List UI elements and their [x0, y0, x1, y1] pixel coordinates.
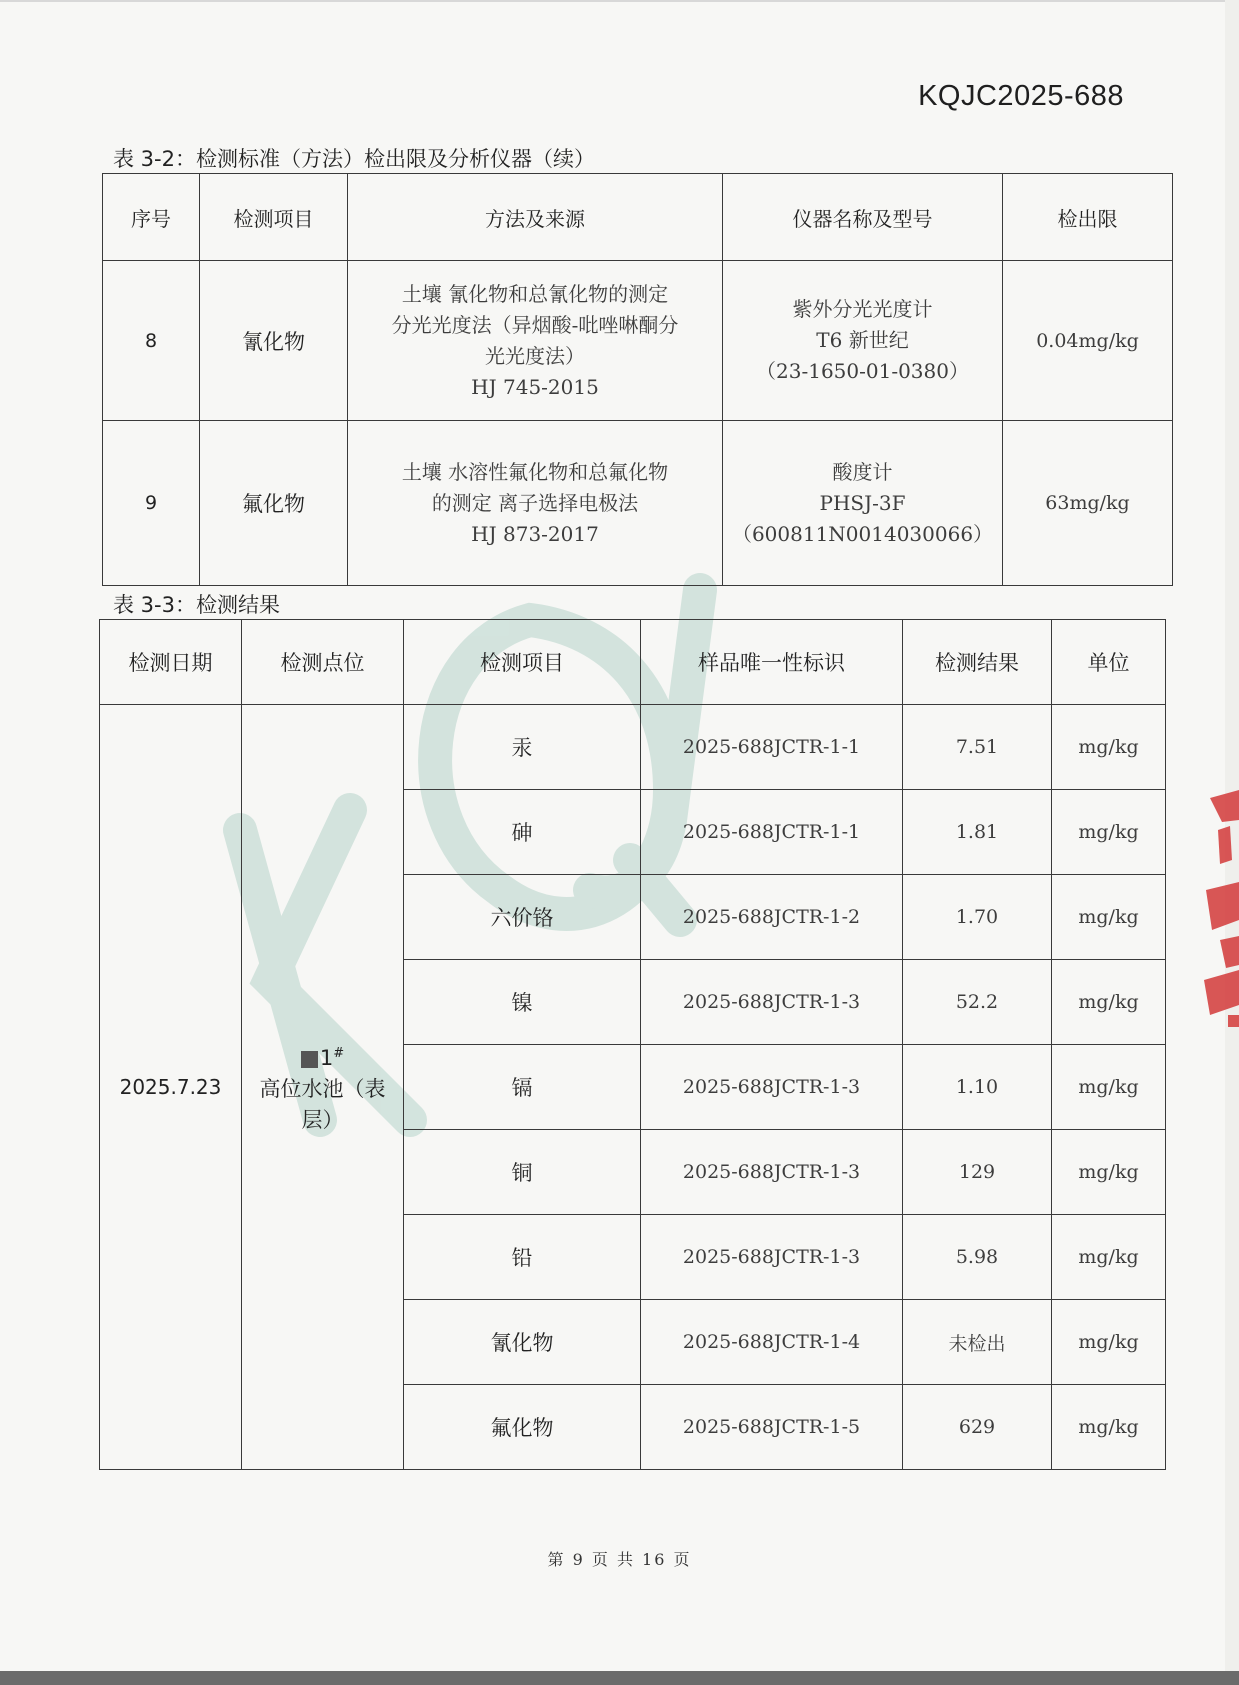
unit-cell: mg/kg: [1052, 790, 1166, 875]
header-date: 检测日期: [100, 620, 242, 705]
item-cell: 镍: [404, 960, 641, 1045]
method-line: 光光度法）: [485, 343, 585, 368]
sample-id-cell: 2025-688JCTR-1-5: [641, 1385, 903, 1470]
table-header-row: [100, 620, 1166, 705]
result-cell: 52.2: [903, 960, 1052, 1045]
item-cell: 砷: [404, 790, 641, 875]
report-code: KQJC2025-688: [918, 80, 1124, 112]
header-item: 检测项目: [404, 620, 641, 705]
method-cell: [348, 261, 723, 421]
item-cell: 汞: [404, 705, 641, 790]
method-line: HJ 873-2017: [471, 521, 599, 546]
limit-cell: 63mg/kg: [1003, 421, 1173, 586]
instrument-cell: [723, 261, 1003, 421]
unit-cell: mg/kg: [1052, 1300, 1166, 1385]
unit-cell: mg/kg: [1052, 1130, 1166, 1215]
item-cell: 镉: [404, 1045, 641, 1130]
table-header-row: [103, 174, 1173, 261]
sample-id-cell: 2025-688JCTR-1-3: [641, 960, 903, 1045]
header-unit: 单位: [1052, 620, 1166, 705]
result-cell: 1.10: [903, 1045, 1052, 1130]
site-number: 1: [319, 1046, 334, 1070]
instrument-line: 紫外分光光度计: [792, 297, 933, 321]
date-cell: 2025.7.23: [100, 705, 242, 1470]
unit-cell: mg/kg: [1052, 1385, 1166, 1470]
header-item: 检测项目: [200, 174, 348, 261]
item-cell: 六价铬: [404, 875, 641, 960]
item-cell: 氰化物: [404, 1300, 641, 1385]
instrument-line: （600811N0014030066）: [731, 521, 994, 546]
method-line: 土壤 水溶性氟化物和总氟化物: [401, 459, 669, 484]
method-line: 分光光度法（异烟酸-吡唑啉酮分: [391, 312, 679, 337]
header-limit: 检出限: [1003, 174, 1173, 261]
table-3-2: [102, 173, 1173, 586]
table-3-3: [99, 619, 1166, 1470]
item-cell: 氟化物: [200, 421, 348, 586]
item-cell: 氟化物: [404, 1385, 641, 1470]
result-cell: 629: [903, 1385, 1052, 1470]
method-line: 的测定 离子选择电极法: [431, 490, 639, 515]
seq-cell: 9: [103, 421, 200, 586]
table-row: [103, 261, 1173, 421]
item-cell: 铜: [404, 1130, 641, 1215]
instrument-line: 酸度计: [832, 459, 893, 484]
instrument-line: T6 新世纪: [816, 328, 909, 352]
site-code: [242, 1038, 403, 1074]
instrument-line: （23-1650-01-0380）: [756, 359, 969, 383]
sample-id-cell: 2025-688JCTR-1-2: [641, 875, 903, 960]
red-seal-fragment: [1200, 790, 1239, 1030]
limit-cell: 0.04mg/kg: [1003, 261, 1173, 421]
scan-bottom-edge: [0, 1671, 1239, 1685]
result-cell: 1.81: [903, 790, 1052, 875]
unit-cell: mg/kg: [1052, 875, 1166, 960]
header-instrument: 仪器名称及型号: [723, 174, 1003, 261]
table-row: [103, 421, 1173, 586]
sample-id-cell: 2025-688JCTR-1-4: [641, 1300, 903, 1385]
result-cell: 5.98: [903, 1215, 1052, 1300]
table-3-2-caption: 表 3-2：检测标准（方法）检出限及分析仪器（续）: [113, 147, 595, 171]
unit-cell: mg/kg: [1052, 960, 1166, 1045]
unit-cell: mg/kg: [1052, 1215, 1166, 1300]
page-number-footer: 第 9 页 共 16 页: [547, 1550, 692, 1569]
result-cell: 1.70: [903, 875, 1052, 960]
result-cell: 129: [903, 1130, 1052, 1215]
site-name-line: 高位水池（表: [259, 1077, 386, 1101]
item-cell: 氰化物: [200, 261, 348, 421]
result-cell: 7.51: [903, 705, 1052, 790]
unit-cell: mg/kg: [1052, 1045, 1166, 1130]
method-line: 土壤 氰化物和总氰化物的测定: [401, 281, 669, 306]
sample-id-cell: 2025-688JCTR-1-3: [641, 1215, 903, 1300]
redaction-mark: [301, 1051, 318, 1068]
unit-cell: mg/kg: [1052, 705, 1166, 790]
method-cell: [348, 421, 723, 586]
scan-top-edge: [0, 0, 1239, 2]
instrument-line: PHSJ-3F: [819, 490, 906, 515]
method-line: HJ 745-2015: [471, 374, 599, 399]
sample-id-cell: 2025-688JCTR-1-1: [641, 790, 903, 875]
table-3-3-caption: 表 3-3：检测结果: [113, 593, 280, 617]
site-cell: [242, 705, 404, 1470]
sample-id-cell: 2025-688JCTR-1-3: [641, 1045, 903, 1130]
instrument-cell: [723, 421, 1003, 586]
header-result: 检测结果: [903, 620, 1052, 705]
sample-id-cell: 2025-688JCTR-1-3: [641, 1130, 903, 1215]
sample-id-cell: 2025-688JCTR-1-1: [641, 705, 903, 790]
header-method: 方法及来源: [348, 174, 723, 261]
site-name-line: 层）: [301, 1108, 344, 1132]
header-seq: 序号: [103, 174, 200, 261]
header-sample-id: 样品唯一性标识: [641, 620, 903, 705]
header-site: 检测点位: [242, 620, 404, 705]
item-cell: 铅: [404, 1215, 641, 1300]
table-row: [100, 705, 1166, 790]
site-number-sup: #: [333, 1046, 345, 1061]
result-cell: 未检出: [903, 1300, 1052, 1385]
seq-cell: 8: [103, 261, 200, 421]
